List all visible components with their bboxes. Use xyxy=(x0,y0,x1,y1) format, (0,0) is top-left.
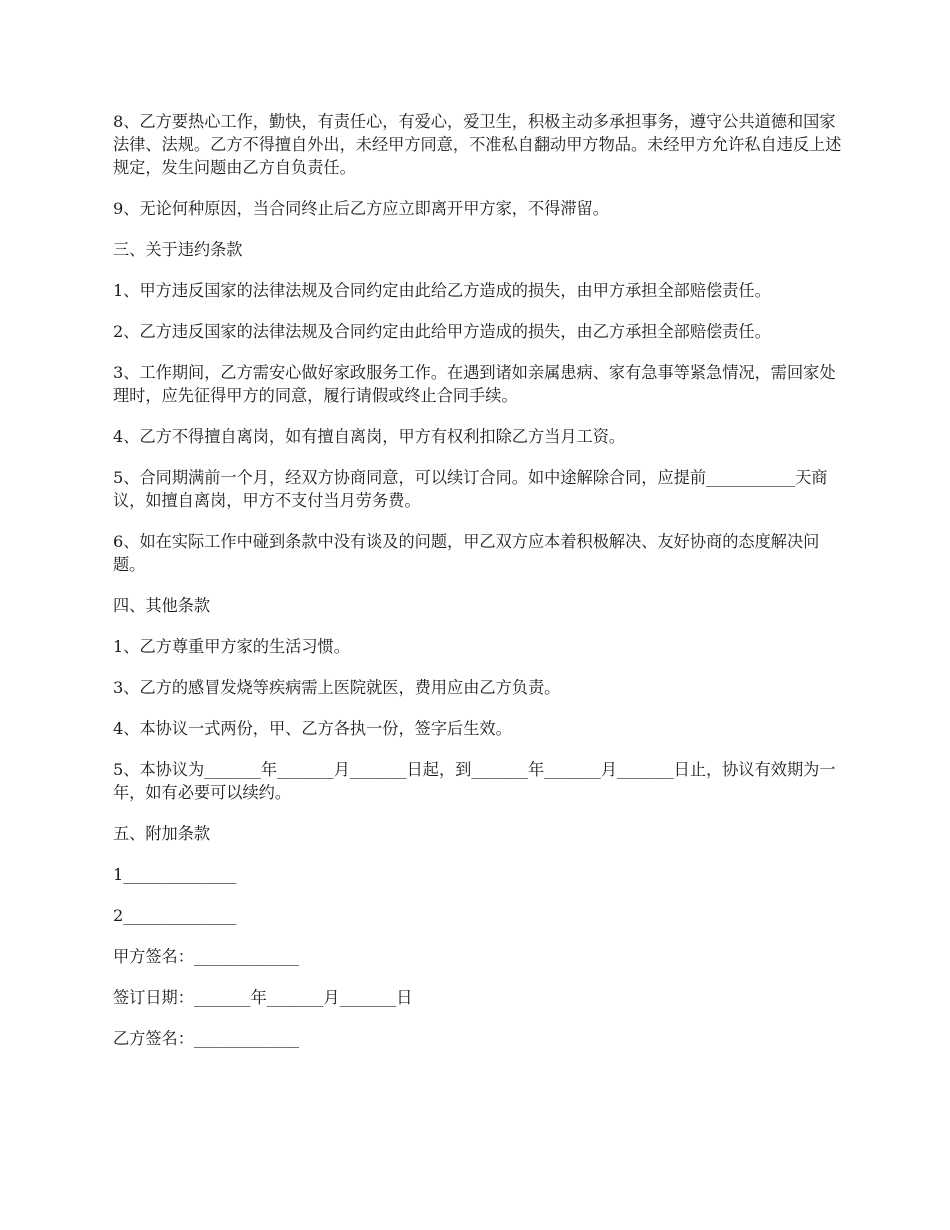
section-heading-additional: 五、附加条款 xyxy=(113,824,211,843)
additional-clause-1: 1______________ xyxy=(113,865,237,884)
other-clause-4: 4、本协议一式两份，甲、乙方各执一份，签字后生效。 xyxy=(113,719,512,738)
section-heading-breach: 三、关于违约条款 xyxy=(113,240,243,259)
additional-clause-2: 2______________ xyxy=(113,906,237,925)
party-a-signature: 甲方签名：_____________ xyxy=(113,947,300,966)
clause-9: 9、无论何种原因，当合同终止后乙方应立即离开甲方家，不得滞留。 xyxy=(113,199,609,218)
breach-clause-4: 4、乙方不得擅自离岗，如有擅自离岗，甲方有权利扣除乙方当月工资。 xyxy=(113,427,626,446)
breach-clause-1: 1、甲方违反国家的法律法规及合同约定由此给乙方造成的损失，由甲方承担全部赔偿责任。 xyxy=(113,281,771,300)
breach-clause-3: 3、工作期间，乙方需安心做好家政服务工作。在遇到诸如亲属患病、家有急事等紧急情况，需回家处理时，应先征得甲方的同意，履行请假或终止合同手续。 xyxy=(113,363,836,405)
party-b-signature: 乙方签名：_____________ xyxy=(113,1029,300,1048)
other-clause-3: 3、乙方的感冒发烧等疾病需上医院就医，费用应由乙方负责。 xyxy=(113,678,561,697)
section-heading-other: 四、其他条款 xyxy=(113,596,211,615)
breach-clause-5: 5、合同期满前一个月，经双方协商同意，可以续订合同。如中途解除合同，应提前___________天商议，如擅自离岗，甲方不支付当月劳务费。 xyxy=(113,468,828,510)
other-clause-5: 5、本协议为_______年_______月_______日起，到_______年_______月_______日止，协议有效期为一年，如有必要可以续约。 xyxy=(113,760,836,802)
breach-clause-6: 6、如在实际工作中碰到条款中没有谈及的问题，甲乙双方应本着积极解决、友好协商的态度解决问题。 xyxy=(113,532,820,574)
signing-date: 签订日期：_______年_______月_______日 xyxy=(113,988,413,1007)
clause-8: 8、乙方要热心工作，勤快，有责任心，有爱心，爱卫生，积极主动多承担事务，遵守公共道德和国家法律、法规。乙方不得擅自外出，未经甲方同意，不准私自翻动甲方物品。未经甲方允许私自违反上述规定，发生问题由乙方自负责任。 xyxy=(113,112,842,177)
document-page xyxy=(113,110,843,1068)
breach-clause-2: 2、乙方违反国家的法律法规及合同约定由此给甲方造成的损失，由乙方承担全部赔偿责任。 xyxy=(113,322,771,341)
other-clause-1: 1、乙方尊重甲方家的生活习惯。 xyxy=(113,637,350,656)
